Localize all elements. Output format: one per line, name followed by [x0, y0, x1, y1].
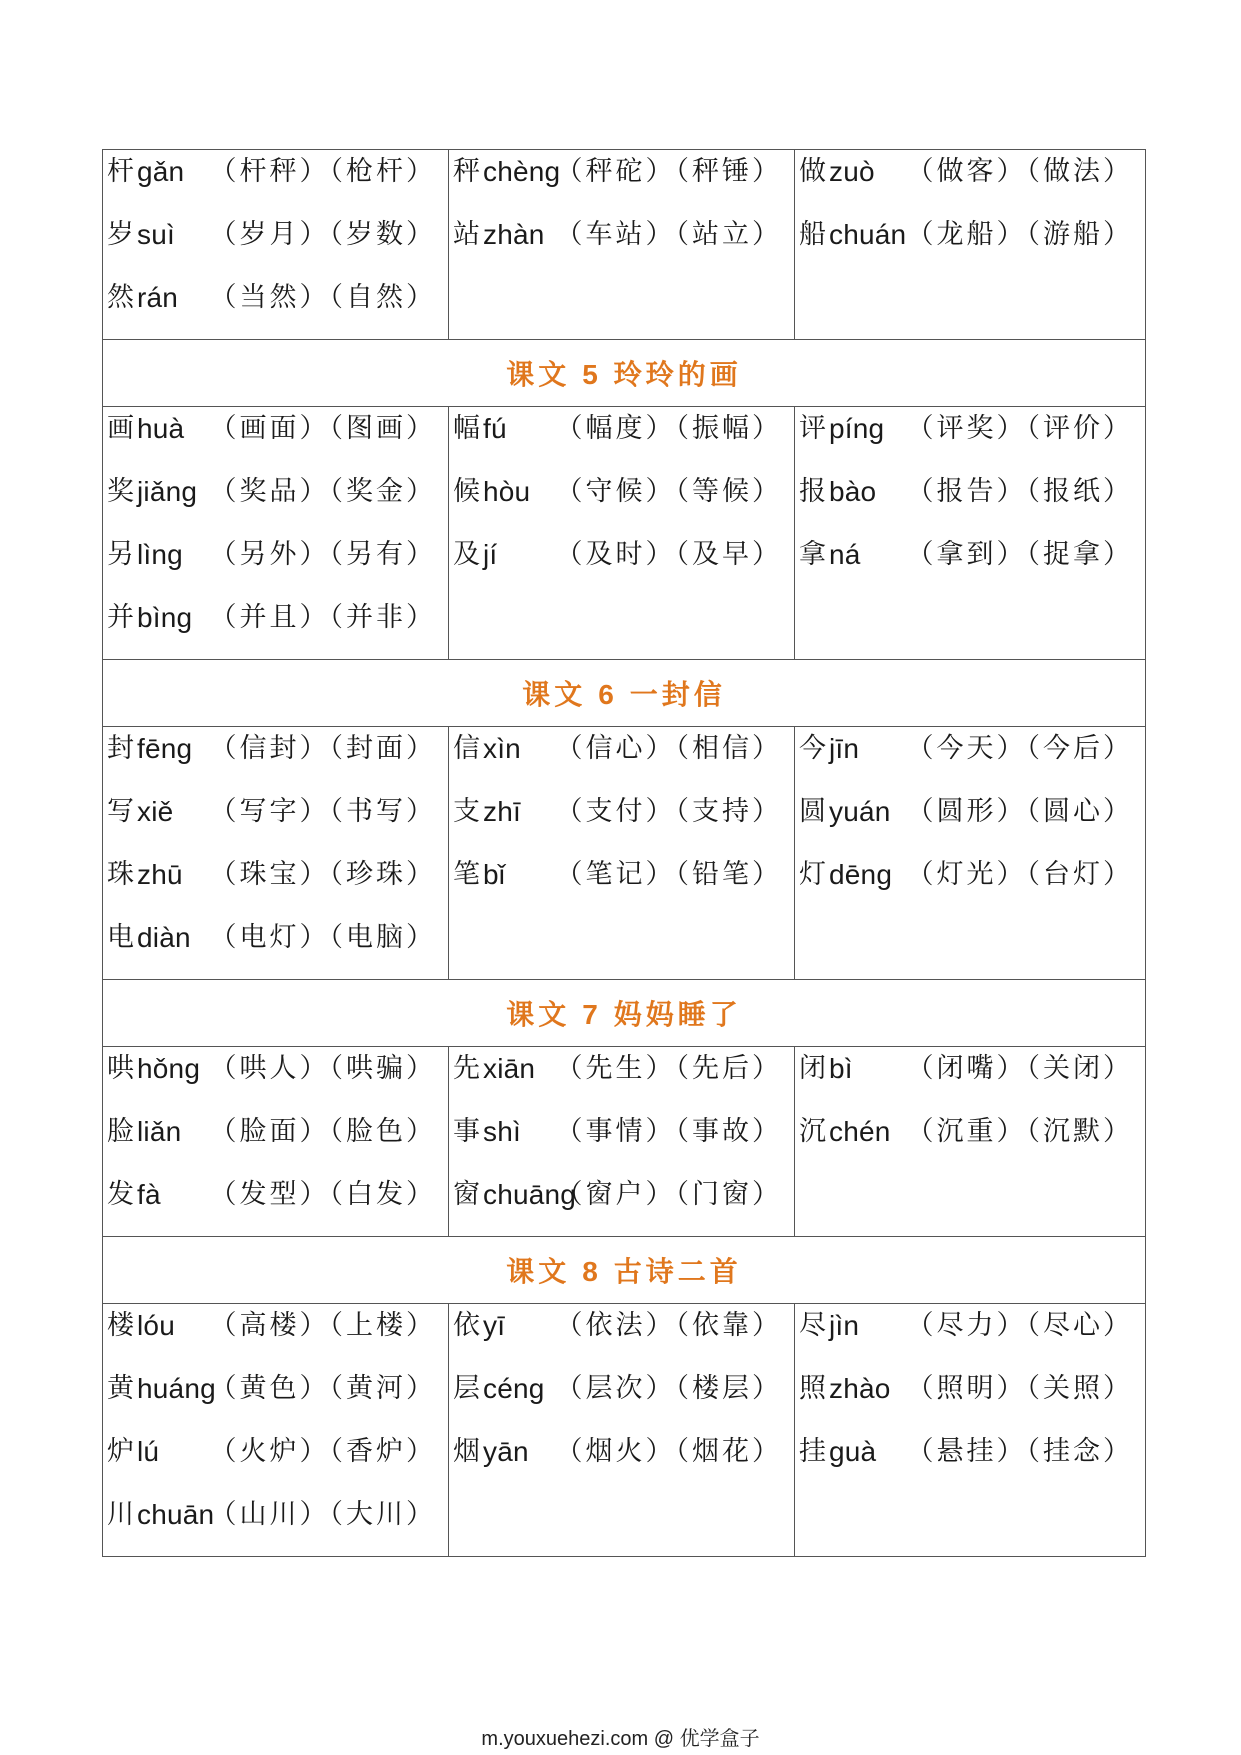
lesson-title-prefix: 课文: [506, 358, 571, 391]
entry-character: 奖: [107, 476, 134, 507]
entry-character: 幅: [453, 413, 480, 444]
vocab-entry: [795, 150, 1145, 213]
entry-character: 照: [799, 1373, 826, 1404]
vocab-entry: [103, 1430, 448, 1493]
vocab-entry: [103, 213, 448, 276]
entry-character: 脸: [107, 1116, 134, 1147]
vocab-entry: [795, 1367, 1145, 1430]
entry-words: （依法）（依靠）: [555, 1310, 782, 1341]
vocab-entry: [103, 596, 448, 659]
vocab-column-cell: [795, 727, 1146, 980]
vocab-entry: [449, 1110, 794, 1173]
entry-pinyin: zhàn: [483, 219, 545, 250]
vocab-column-cell: [103, 727, 449, 980]
entry-character: 候: [453, 476, 480, 507]
vocab-column-cell: [795, 407, 1146, 660]
entry-pinyin: zhī: [483, 796, 521, 827]
entry-words: （秤砣）（秤锤）: [555, 156, 782, 187]
entry-words: （电灯）（电脑）: [209, 922, 436, 953]
entry-character: 报: [799, 476, 826, 507]
vocab-column-cell: [103, 1304, 449, 1557]
entry-character: 楼: [107, 1310, 134, 1341]
vocab-entry: [449, 470, 794, 533]
entry-character: 珠: [107, 859, 134, 890]
entry-words: （支付）（支持）: [555, 796, 782, 827]
entry-pinyin: fú: [483, 413, 507, 444]
lesson-header-row: [103, 340, 1146, 407]
entry-character: 画: [107, 413, 134, 444]
entry-pinyin: shì: [483, 1116, 521, 1147]
lesson-title-prefix: 课文: [506, 1255, 571, 1288]
entry-pinyin: bǐ: [483, 859, 506, 890]
entry-pinyin: hòu: [483, 476, 531, 507]
lesson-header-cell: [103, 340, 1146, 407]
entry-character: 做: [799, 156, 826, 187]
vocab-entry: [103, 790, 448, 853]
entry-words: （哄人）（哄骗）: [209, 1053, 436, 1084]
entry-pinyin: chèng: [483, 156, 561, 187]
lesson-header-row: [103, 980, 1146, 1047]
entry-words: （脸面）（脸色）: [209, 1116, 436, 1147]
vocab-entry: [449, 1304, 794, 1367]
entry-words: （灯光）（台灯）: [906, 859, 1133, 890]
entry-pinyin: bào: [829, 476, 877, 507]
entry-pinyin: huà: [137, 413, 185, 444]
lesson-title: [506, 1255, 742, 1288]
entry-character: 烟: [453, 1436, 480, 1467]
vocab-entry: [795, 790, 1145, 853]
entry-character: 信: [453, 733, 480, 764]
entry-character: 电: [107, 922, 134, 953]
entry-pinyin: chuāng: [483, 1179, 577, 1210]
entry-pinyin: píng: [829, 413, 885, 444]
vocab-entry: [795, 727, 1145, 790]
entry-character: 秤: [453, 156, 480, 187]
entry-character: 笔: [453, 859, 480, 890]
lesson-title-name: 玲玲的画: [613, 358, 742, 391]
entry-character: 灯: [799, 859, 826, 890]
vocab-column-cell: [449, 150, 795, 340]
lesson-title: [506, 358, 742, 391]
vocab-entry: [103, 1367, 448, 1430]
vocab-entry: [449, 407, 794, 470]
entry-words: （山川）（大川）: [209, 1499, 436, 1530]
entry-pinyin: zhū: [137, 859, 183, 890]
vocab-entry: [795, 407, 1145, 470]
entry-pinyin: huáng: [137, 1373, 216, 1404]
entry-pinyin: zuò: [829, 156, 875, 187]
vocab-entry: [795, 1304, 1145, 1367]
footer-watermark: m.youxuehezi.com @ 优学盒子: [481, 1728, 760, 1750]
entry-words: （圆形）（圆心）: [906, 796, 1133, 827]
lesson-header-cell: [103, 1237, 1146, 1304]
entry-words: （窗户）（门窗）: [555, 1179, 782, 1210]
vocab-column-cell: [449, 1304, 795, 1557]
vocab-entry: [103, 276, 448, 339]
vocab-column-cell: [449, 1047, 795, 1237]
entry-character: 依: [453, 1310, 480, 1341]
entry-words: （当然）（自然）: [209, 282, 436, 313]
vocab-entry: [795, 1430, 1145, 1493]
vocab-entry: [103, 407, 448, 470]
vocab-entry: [103, 853, 448, 916]
vocab-entry: [103, 470, 448, 533]
entry-pinyin: diàn: [137, 922, 191, 953]
entry-character: 另: [107, 539, 134, 570]
entry-pinyin: chuān: [137, 1499, 215, 1530]
entry-words: （层次）（楼层）: [555, 1373, 782, 1404]
entry-pinyin: jìn: [829, 1310, 860, 1341]
entry-pinyin: lú: [137, 1436, 160, 1467]
entry-pinyin: liǎn: [137, 1116, 182, 1147]
entry-words: （照明）（关照）: [906, 1373, 1133, 1404]
entry-pinyin: ná: [829, 539, 861, 570]
vocab-entry: [449, 213, 794, 276]
entry-words: （悬挂）（挂念）: [906, 1436, 1133, 1467]
entry-pinyin: chuán: [829, 219, 907, 250]
entry-pinyin: zhào: [829, 1373, 891, 1404]
vocab-entry: [103, 1173, 448, 1236]
vocab-entry: [449, 1047, 794, 1110]
lesson-title-prefix: 课文: [506, 998, 571, 1031]
vocab-entry: [103, 916, 448, 979]
entry-pinyin: guà: [829, 1436, 877, 1467]
entry-pinyin: xìn: [483, 733, 521, 764]
entry-words: （笔记）（铅笔）: [555, 859, 782, 890]
vocab-entry: [103, 1047, 448, 1110]
entry-pinyin: jiǎng: [137, 476, 198, 507]
vocab-entry: [449, 1367, 794, 1430]
vocab-entry: [103, 1493, 448, 1556]
entry-pinyin: fà: [137, 1179, 161, 1210]
lesson-header-row: [103, 1237, 1146, 1304]
vocab-entry: [795, 470, 1145, 533]
entry-character: 先: [453, 1053, 480, 1084]
lesson-title: [506, 998, 742, 1031]
entry-character: 写: [107, 796, 134, 827]
entry-character: 拿: [799, 539, 826, 570]
entry-words: （幅度）（振幅）: [555, 413, 782, 444]
entry-words: （今天）（今后）: [906, 733, 1133, 764]
entry-character: 杆: [107, 156, 134, 187]
entry-character: 船: [799, 219, 826, 250]
lesson-title-number: 6: [598, 679, 618, 710]
entry-character: 站: [453, 219, 480, 250]
entry-character: 岁: [107, 219, 134, 250]
vocab-entry: [795, 533, 1145, 596]
entry-character: 发: [107, 1179, 134, 1210]
entry-words: （做客）（做法）: [906, 156, 1133, 187]
lesson-title-number: 5: [582, 359, 602, 390]
entry-character: 层: [453, 1373, 480, 1404]
entry-pinyin: rán: [137, 282, 179, 313]
entry-character: 今: [799, 733, 826, 764]
entry-pinyin: jīn: [829, 733, 860, 764]
lesson-title-number: 8: [582, 1256, 602, 1287]
entry-words: （报告）（报纸）: [906, 476, 1133, 507]
vocab-row: [103, 407, 1146, 660]
entry-words: （烟火）（烟花）: [555, 1436, 782, 1467]
vocab-row: [103, 150, 1146, 340]
entry-words: （事情）（事故）: [555, 1116, 782, 1147]
vocab-entry: [103, 727, 448, 790]
lesson-title-number: 7: [582, 999, 602, 1030]
entry-pinyin: chén: [829, 1116, 891, 1147]
lesson-header-row: [103, 660, 1146, 727]
entry-words: （车站）（站立）: [555, 219, 782, 250]
entry-words: （信心）（相信）: [555, 733, 782, 764]
entry-words: （另外）（另有）: [209, 539, 436, 570]
entry-words: （闭嘴）（关闭）: [906, 1053, 1133, 1084]
entry-words: （杆秤）（枪杆）: [209, 156, 436, 187]
vocab-row: [103, 727, 1146, 980]
entry-character: 并: [107, 602, 134, 633]
entry-pinyin: jí: [483, 539, 498, 570]
vocab-entry: [103, 1304, 448, 1367]
vocab-column-cell: [795, 150, 1146, 340]
lesson-header-cell: [103, 660, 1146, 727]
vocab-entry: [795, 1110, 1145, 1173]
vocab-row: [103, 1304, 1146, 1557]
entry-words: （发型）（白发）: [209, 1179, 436, 1210]
vocab-column-cell: [103, 407, 449, 660]
entry-character: 炉: [107, 1436, 134, 1467]
entry-words: （奖品）（奖金）: [209, 476, 436, 507]
entry-words: （拿到）（捉拿）: [906, 539, 1133, 570]
vocab-entry: [795, 1047, 1145, 1110]
lesson-title-name: 古诗二首: [613, 1255, 742, 1288]
lesson-title-name: 妈妈睡了: [613, 998, 742, 1031]
entry-character: 黄: [107, 1373, 134, 1404]
vocab-column-cell: [103, 1047, 449, 1237]
entry-pinyin: xiě: [137, 796, 174, 827]
entry-pinyin: lìng: [137, 539, 183, 570]
entry-character: 闭: [799, 1053, 826, 1084]
entry-character: 挂: [799, 1436, 826, 1467]
entry-pinyin: yī: [483, 1310, 506, 1341]
lesson-title-prefix: 课文: [522, 678, 587, 711]
vocab-entry: [449, 853, 794, 916]
entry-words: （信封）（封面）: [209, 733, 436, 764]
vocab-entry: [449, 150, 794, 213]
entry-words: （岁月）（岁数）: [209, 219, 436, 250]
vocab-entry: [795, 213, 1145, 276]
entry-pinyin: yuán: [829, 796, 891, 827]
lesson-header-cell: [103, 980, 1146, 1047]
entry-character: 然: [107, 282, 134, 313]
entry-character: 川: [107, 1499, 134, 1530]
entry-pinyin: suì: [137, 219, 175, 250]
entry-words: （画面）（图画）: [209, 413, 436, 444]
entry-words: （高楼）（上楼）: [209, 1310, 436, 1341]
entry-words: （写字）（书写）: [209, 796, 436, 827]
entry-pinyin: yān: [483, 1436, 529, 1467]
entry-pinyin: bìng: [137, 602, 193, 633]
entry-pinyin: gǎn: [137, 156, 185, 187]
entry-character: 评: [799, 413, 826, 444]
vocab-column-cell: [795, 1047, 1146, 1237]
vocab-column-cell: [449, 727, 795, 980]
vocab-entry: [449, 533, 794, 596]
entry-pinyin: lóu: [137, 1310, 175, 1341]
entry-words: （沉重）（沉默）: [906, 1116, 1133, 1147]
vocabulary-table-body: [103, 150, 1146, 1557]
entry-character: 哄: [107, 1053, 134, 1084]
vocab-entry: [103, 533, 448, 596]
vocabulary-table: [102, 149, 1146, 1557]
entry-character: 支: [453, 796, 480, 827]
entry-character: 封: [107, 733, 134, 764]
entry-character: 窗: [453, 1179, 480, 1210]
entry-pinyin: fēng: [137, 733, 193, 764]
entry-pinyin: xiān: [483, 1053, 536, 1084]
vocab-entry: [103, 150, 448, 213]
entry-pinyin: bì: [829, 1053, 853, 1084]
entry-words: （珠宝）（珍珠）: [209, 859, 436, 890]
vocab-column-cell: [449, 407, 795, 660]
lesson-title: [522, 678, 726, 711]
entry-words: （并且）（并非）: [209, 602, 436, 633]
vocab-entry: [449, 727, 794, 790]
entry-words: （评奖）（评价）: [906, 413, 1133, 444]
vocab-entry: [449, 790, 794, 853]
entry-words: （及时）（及早）: [555, 539, 782, 570]
vocab-entry: [449, 1430, 794, 1493]
entry-pinyin: céng: [483, 1373, 545, 1404]
entry-words: （黄色）（黄河）: [209, 1373, 436, 1404]
vocab-column-cell: [795, 1304, 1146, 1557]
entry-character: 及: [453, 539, 480, 570]
entry-pinyin: dēng: [829, 859, 893, 890]
entry-words: （守候）（等候）: [555, 476, 782, 507]
entry-pinyin: hǒng: [137, 1053, 201, 1084]
entry-words: （火炉）（香炉）: [209, 1436, 436, 1467]
entry-words: （龙船）（游船）: [906, 219, 1133, 250]
entry-character: 事: [453, 1116, 480, 1147]
vocab-entry: [795, 853, 1145, 916]
entry-character: 圆: [799, 796, 826, 827]
vocab-entry: [103, 1110, 448, 1173]
entry-character: 尽: [799, 1310, 826, 1341]
entry-words: （尽力）（尽心）: [906, 1310, 1133, 1341]
entry-words: （先生）（先后）: [555, 1053, 782, 1084]
vocab-entry: [449, 1173, 794, 1236]
entry-character: 沉: [799, 1116, 826, 1147]
vocab-column-cell: [103, 150, 449, 340]
lesson-title-name: 一封信: [629, 678, 726, 711]
vocab-row: [103, 1047, 1146, 1237]
